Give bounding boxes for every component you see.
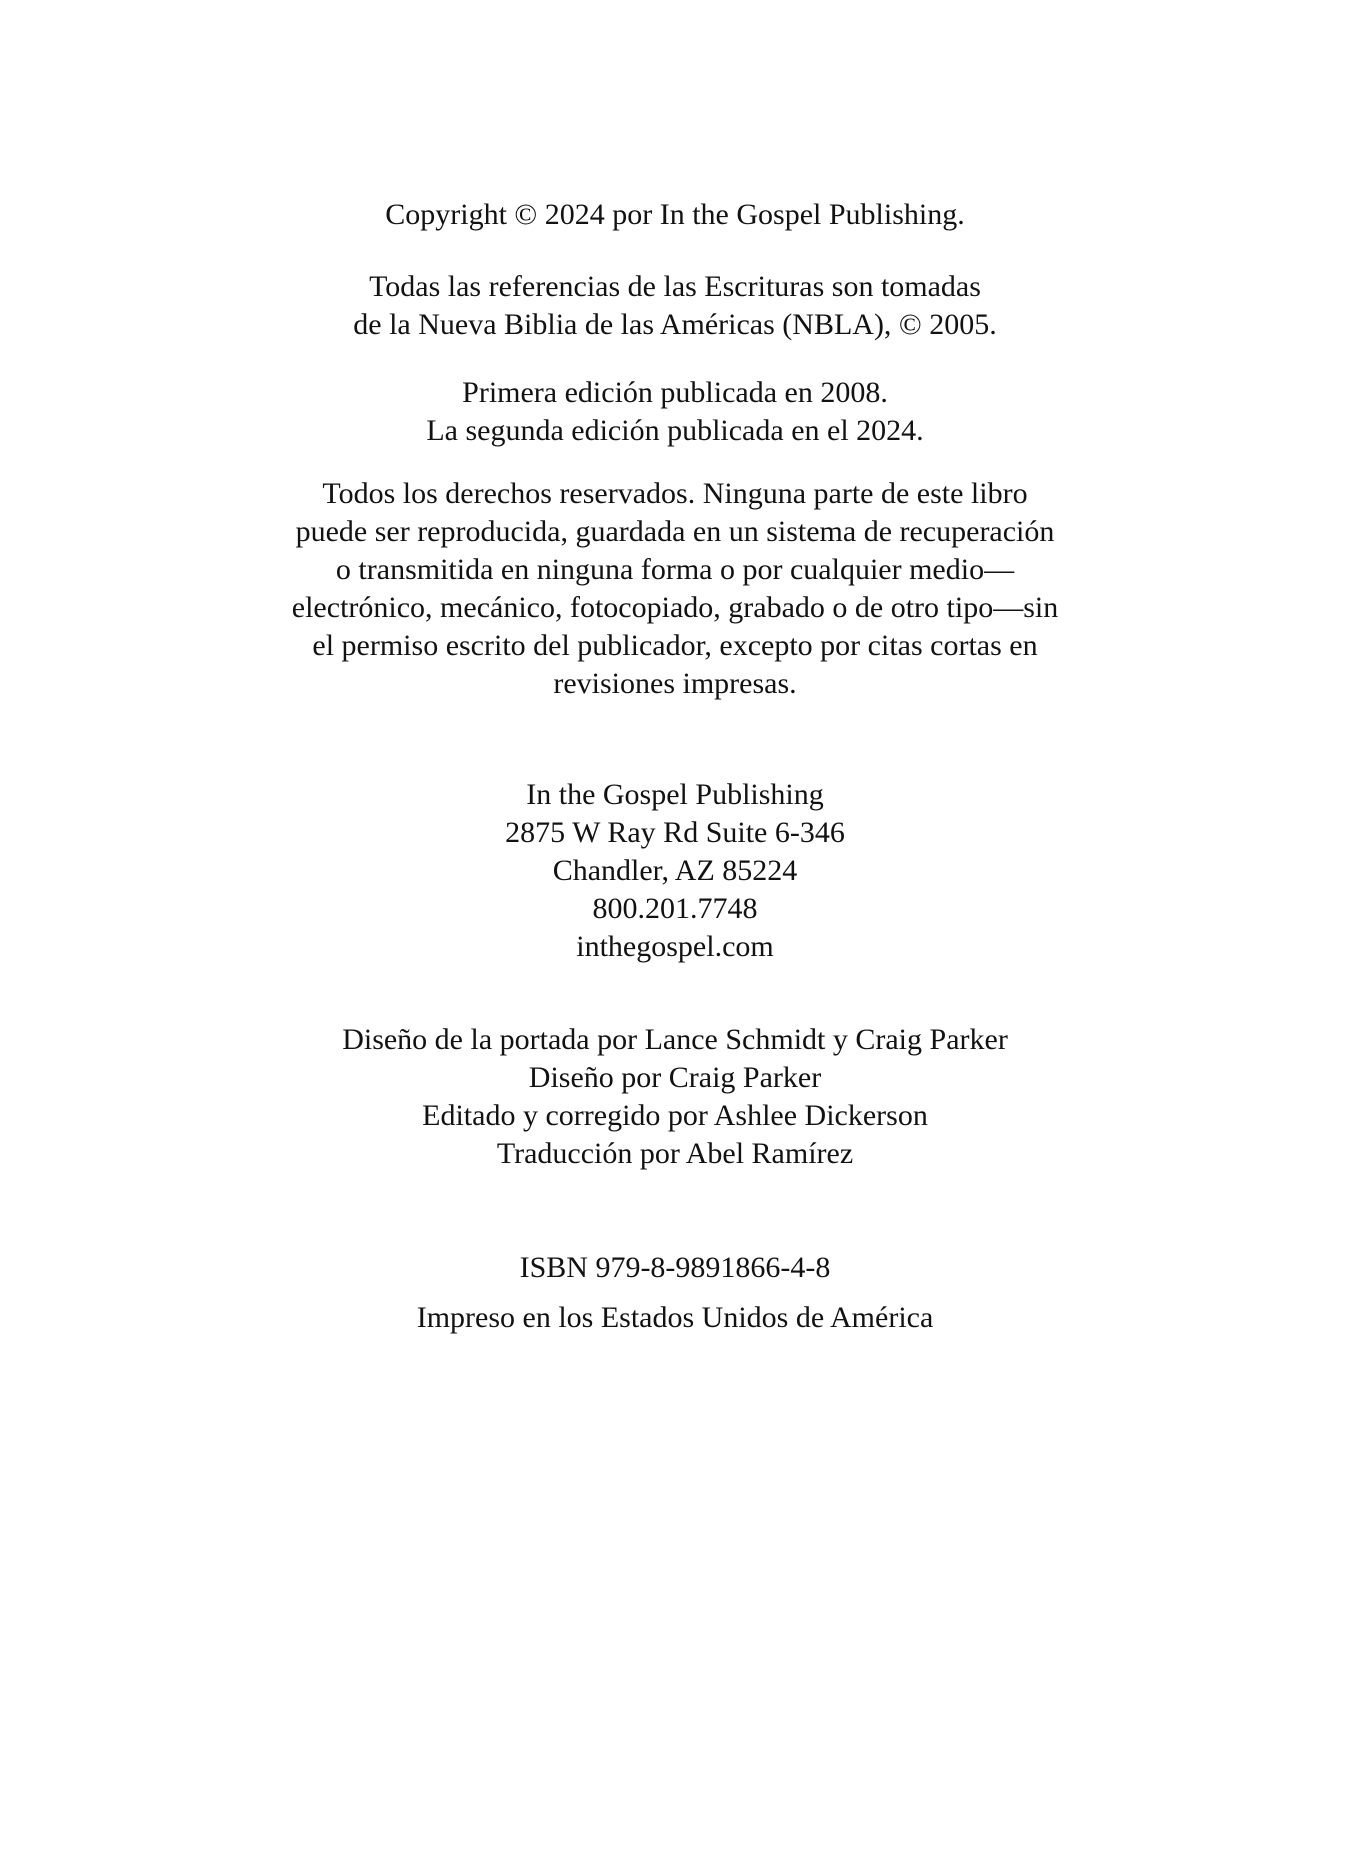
isbn-line: ISBN 979-8-9891866-4-8	[519, 1251, 831, 1284]
rights-line-5: el permiso escrito del publicador, excepto por citas cortas en	[312, 629, 1038, 662]
scripture-source-line-1: Todas las referencias de las Escrituras son tomadas	[369, 270, 981, 303]
publisher-name: In the Gospel Publishing	[526, 778, 824, 811]
scripture-source-line-2: de la Nueva Biblia de las Américas (NBLA), © 2005.	[353, 308, 997, 341]
first-edition-line: Primera edición publicada en 2008.	[462, 376, 888, 409]
credits-block	[135, 1021, 1215, 1173]
design-credit: Diseño por Craig Parker	[528, 1061, 822, 1094]
rights-line-6: revisiones impresas.	[553, 667, 797, 700]
rights-line-4: electrónico, mecánico, fotocopiado, grabado o de otro tipo—sin	[291, 591, 1059, 624]
copyright-line: Copyright © 2024 por In the Gospel Publishing.	[385, 198, 965, 231]
rights-notice-block	[135, 475, 1215, 703]
second-edition-line: La segunda edición publicada en el 2024.	[426, 414, 924, 447]
rights-line-1: Todos los derechos reservados. Ninguna parte de este libro	[322, 477, 1028, 510]
publisher-address-line-2: Chandler, AZ 85224	[552, 854, 798, 887]
printed-in-line: Impreso en los Estados Unidos de América	[416, 1301, 934, 1334]
publisher-info-block	[135, 776, 1215, 966]
publisher-website: inthegospel.com	[576, 930, 774, 963]
scripture-source-block	[135, 268, 1215, 344]
publisher-phone: 800.201.7748	[592, 892, 758, 925]
translation-credit: Traducción por Abel Ramírez	[496, 1137, 854, 1170]
rights-line-2: puede ser reproducida, guardada en un sistema de recuperación	[295, 515, 1055, 548]
publisher-address-line-1: 2875 W Ray Rd Suite 6-346	[505, 816, 845, 849]
cover-design-credit: Diseño de la portada por Lance Schmidt y Craig Parker	[342, 1023, 1008, 1056]
printed-in-block	[135, 1299, 1215, 1337]
edition-history-block	[135, 374, 1215, 450]
isbn-block	[135, 1249, 1215, 1287]
editing-credit: Editado y corregido por Ashlee Dickerson	[422, 1099, 928, 1132]
copyright-line-block	[135, 196, 1215, 234]
rights-line-3: o transmitida en ninguna forma o por cualquier medio—	[335, 553, 1015, 586]
